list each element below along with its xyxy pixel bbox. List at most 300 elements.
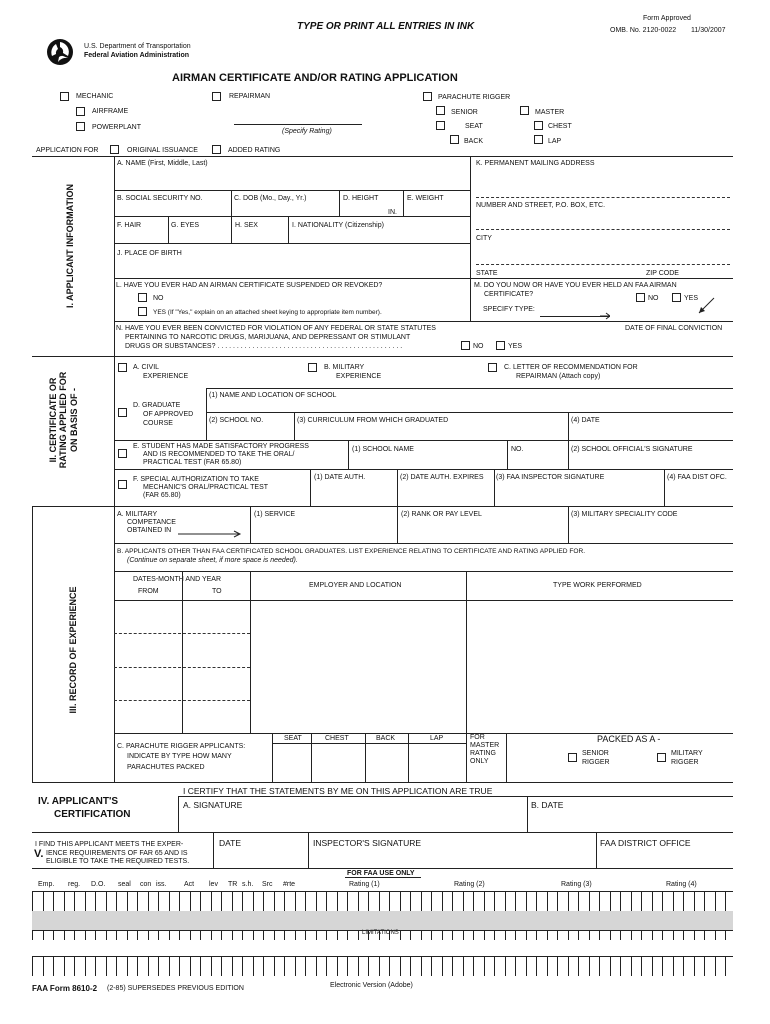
dot-seal-icon: [46, 38, 74, 66]
tick-divider: [610, 930, 611, 940]
section2-label-2: RATING APPLIED FOR: [58, 371, 69, 469]
tick-divider: [673, 891, 674, 911]
tick-divider: [526, 956, 527, 976]
tick-divider: [578, 930, 579, 940]
tick-divider: [106, 891, 107, 911]
faa-col-header: s.h.: [242, 881, 254, 888]
section4-label-1: IV. APPLICANT'S: [38, 796, 118, 807]
cert-date-field[interactable]: [531, 812, 731, 830]
tick-divider: [536, 930, 537, 940]
lap-label: LAP: [548, 138, 562, 145]
tick-divider: [725, 930, 726, 940]
rating3-label: Rating (3): [561, 881, 592, 888]
tick-divider: [64, 956, 65, 976]
tick-divider: [148, 930, 149, 940]
tick-divider: [232, 891, 233, 911]
rank-pay-label: (2) RANK OR PAY LEVEL: [401, 511, 482, 518]
tick-divider: [620, 930, 621, 940]
tick-divider: [526, 891, 527, 911]
parachute-rigger-label: PARACHUTE RIGGER: [438, 94, 511, 101]
tick-divider: [211, 956, 212, 976]
tick-divider: [116, 891, 117, 911]
tick-divider: [515, 956, 516, 976]
tick-divider: [431, 930, 432, 940]
tick-divider: [505, 891, 506, 911]
tick-divider: [263, 956, 264, 976]
held-cert-yes-label: YES: [684, 295, 699, 302]
for-master-3: RATING: [470, 750, 496, 757]
tick-divider: [200, 930, 201, 940]
letter-label-1: C. LETTER OF RECOMMENDATION FOR: [504, 364, 638, 371]
tick-divider: [442, 891, 443, 911]
section4-label-2: CERTIFICATION: [54, 809, 131, 820]
section2-label-1: II. CERTIFICATE OR: [48, 377, 58, 463]
repairman-checkbox[interactable]: [212, 92, 221, 101]
tick-divider: [242, 956, 243, 976]
tick-divider: [295, 891, 296, 911]
civil-experience-checkbox[interactable]: [118, 363, 127, 372]
added-rating-checkbox[interactable]: [212, 145, 221, 154]
service-label: (1) SERVICE: [254, 511, 296, 518]
tick-divider: [389, 891, 390, 911]
rating2-label: Rating (2): [454, 881, 485, 888]
grey-band: [32, 911, 733, 930]
faa-district-label: FAA DISTRICT OFFICE: [600, 838, 691, 848]
held-cert-yes-checkbox[interactable]: [672, 293, 681, 302]
from-header: FROM: [138, 588, 159, 595]
tick-divider: [484, 956, 485, 976]
military-label-1: B. MILITARY: [324, 364, 365, 371]
tick-divider: [578, 956, 579, 976]
tick-divider: [347, 891, 348, 911]
tick-divider: [274, 930, 275, 940]
convicted-no-label: NO: [473, 343, 484, 350]
military-label-2: EXPERIENCE: [336, 373, 382, 380]
tick-divider: [704, 956, 705, 976]
tick-divider: [53, 956, 54, 976]
tick-divider: [53, 930, 54, 940]
suspended-yes-checkbox[interactable]: [138, 307, 147, 316]
tick-divider: [326, 930, 327, 940]
tick-divider: [452, 891, 453, 911]
convicted-no-checkbox[interactable]: [461, 341, 470, 350]
tick-divider: [137, 956, 138, 976]
form-approved: Form Approved: [643, 15, 691, 22]
inspector-sig-label: INSPECTOR'S SIGNATURE: [313, 838, 422, 848]
tick-divider: [347, 956, 348, 976]
tick-divider: [295, 956, 296, 976]
mechanic-checkbox[interactable]: [60, 92, 69, 101]
faa-inspector-sig-label: (3) FAA INSPECTOR SIGNATURE: [496, 474, 605, 481]
military-experience-checkbox[interactable]: [308, 363, 317, 372]
student-checkbox[interactable]: [118, 449, 127, 458]
tick-divider: [725, 956, 726, 976]
date-auth-label: (1) DATE AUTH.: [314, 474, 366, 481]
powerplant-checkbox[interactable]: [76, 122, 85, 131]
tick-divider: [589, 891, 590, 911]
tick-divider: [74, 956, 75, 976]
section5-label: V.: [34, 848, 44, 860]
city-label: CITY: [476, 235, 492, 242]
tick-divider: [662, 956, 663, 976]
convicted-question-2: PERTAINING TO NARCOTIC DRUGS, MARIJUANA, AND DEPRESSANT OR STIMULANT: [125, 334, 411, 341]
state-label: STATE: [476, 270, 498, 277]
civil-label-2: EXPERIENCE: [143, 373, 189, 380]
tick-divider: [599, 956, 600, 976]
faa-col-header: iss.: [156, 881, 167, 888]
tick-divider: [253, 956, 254, 976]
tick-divider: [610, 891, 611, 911]
tick-divider: [494, 891, 495, 911]
specify-type-label: SPECIFY TYPE:: [483, 306, 535, 313]
tick-divider: [694, 930, 695, 940]
for-master-4: ONLY: [470, 758, 489, 765]
suspended-no-checkbox[interactable]: [138, 293, 147, 302]
tick-divider: [263, 930, 264, 940]
airframe-checkbox[interactable]: [76, 107, 85, 116]
tick-divider: [473, 891, 474, 911]
tick-divider: [295, 930, 296, 940]
arrow-right-icon: [600, 312, 610, 320]
tick-divider: [421, 930, 422, 940]
tick-divider: [358, 930, 359, 940]
lap-checkbox[interactable]: [534, 135, 543, 144]
sex-label: H. SEX: [235, 222, 258, 229]
curriculum-label: (3) CURRICULUM FROM WHICH GRADUATED: [297, 417, 449, 424]
electronic-version: Electronic Version (Adobe): [330, 982, 413, 989]
tick-divider: [683, 930, 684, 940]
form-title: AIRMAN CERTIFICATE AND/OR RATING APPLICATION: [172, 72, 458, 84]
tick-divider: [32, 891, 33, 911]
tick-divider: [662, 930, 663, 940]
school-official-sig-label: (2) SCHOOL OFFICIAL'S SIGNATURE: [571, 446, 693, 453]
tick-divider: [116, 956, 117, 976]
convicted-question-1: N. HAVE YOU EVER BEEN CONVICTED FOR VIOLATION OF ANY FEDERAL OR STATE STATUTES: [116, 325, 436, 332]
tick-divider: [211, 891, 212, 911]
tick-divider: [410, 891, 411, 911]
tick-divider: [641, 930, 642, 940]
tick-divider: [536, 891, 537, 911]
faa-col-header: reg.: [68, 881, 81, 888]
mil-competence-label-1: A. MILITARY: [117, 511, 158, 518]
type-print-notice: TYPE OR PRINT ALL ENTRIES IN INK: [297, 21, 475, 32]
tick-divider: [463, 891, 464, 911]
tick-divider: [137, 891, 138, 911]
tick-divider: [148, 891, 149, 911]
tick-divider: [221, 891, 222, 911]
tick-divider: [452, 930, 453, 940]
specify-rating-line[interactable]: [234, 124, 362, 125]
tick-divider: [494, 956, 495, 976]
senior-checkbox[interactable]: [436, 106, 445, 115]
special-auth-checkbox[interactable]: [118, 480, 127, 489]
tick-divider: [505, 930, 506, 940]
type-work-entries[interactable]: [467, 601, 732, 732]
tick-divider: [452, 956, 453, 976]
mechanic-label: MECHANIC: [76, 93, 114, 100]
tick-divider: [694, 956, 695, 976]
tick-divider: [725, 891, 726, 911]
suspended-question: L. HAVE YOU EVER HAD AN AIRMAN CERTIFICATE SUSPENDED OR REVOKED?: [116, 282, 383, 289]
for-master-1: FOR: [470, 734, 485, 741]
tick-divider: [473, 930, 474, 940]
student-no-label: NO.: [511, 446, 524, 453]
tick-divider: [347, 930, 348, 940]
tick-divider: [305, 956, 306, 976]
tick-divider: [179, 891, 180, 911]
tick-divider: [95, 891, 96, 911]
mil-competence-label-2: COMPETANCE: [127, 519, 176, 526]
master-label: MASTER: [535, 109, 565, 116]
tick-divider: [242, 891, 243, 911]
tick-divider: [662, 891, 663, 911]
tick-divider: [326, 891, 327, 911]
section3-label: III. RECORD OF EXPERIENCE: [68, 586, 78, 714]
tick-divider: [316, 930, 317, 940]
convicted-question-3: DRUGS OR SUBSTANCES? . . . . . . . . . . . . . . . . . . . . . . . . . . . . . . . . . . . . . . . . . . . . . . . .: [125, 343, 403, 350]
student-label-3: PRACTICAL TEST (FAR 65.80): [143, 459, 242, 466]
tick-divider: [305, 930, 306, 940]
tick-divider: [536, 956, 537, 976]
master-checkbox[interactable]: [520, 106, 529, 115]
powerplant-label: POWERPLANT: [92, 124, 142, 131]
tick-divider: [547, 956, 548, 976]
ssn-label: B. SOCIAL SECURITY NO.: [117, 195, 203, 202]
date-auth-expires-label: (2) DATE AUTH. EXPIRES: [400, 474, 484, 481]
grad-date-label: (4) DATE: [571, 417, 600, 424]
tick-divider: [169, 956, 170, 976]
tick-divider: [32, 956, 33, 976]
tick-divider: [368, 891, 369, 911]
tick-divider: [473, 956, 474, 976]
tick-divider: [358, 891, 359, 911]
experience-entries[interactable]: [115, 601, 465, 732]
repairman-label: REPAIRMAN: [229, 93, 271, 100]
tick-divider: [316, 891, 317, 911]
tick-divider: [137, 930, 138, 940]
original-issuance-label: ORIGINAL ISSUANCE: [127, 147, 198, 154]
graduate-label-1: D. GRADUATE: [133, 402, 181, 409]
tick-divider: [74, 930, 75, 940]
tick-divider: [127, 956, 128, 976]
tick-divider: [337, 956, 338, 976]
packed-senior-rigger: RIGGER: [582, 759, 610, 766]
tick-divider: [200, 891, 201, 911]
tick-divider: [694, 891, 695, 911]
name-field[interactable]: [115, 170, 469, 188]
packed-as-label: PACKED AS A -: [597, 734, 661, 744]
rigger-seat-header: SEAT: [284, 735, 302, 742]
tick-divider: [547, 891, 548, 911]
cert-date-label: B. DATE: [531, 800, 564, 810]
school-no-label: (2) SCHOOL NO.: [209, 417, 264, 424]
tick-divider: [158, 930, 159, 940]
tick-divider: [64, 930, 65, 940]
arrow-right-icon: [178, 530, 242, 538]
tick-divider: [515, 891, 516, 911]
tick-divider: [557, 930, 558, 940]
held-cert-question-1: M. DO YOU NOW OR HAVE YOU EVER HELD AN FAA AIRMAN: [474, 282, 677, 289]
tick-divider: [53, 891, 54, 911]
section1-label: I. APPLICANT INFORMATION: [65, 184, 75, 308]
tick-divider: [631, 930, 632, 940]
signature-field[interactable]: [183, 812, 523, 830]
tick-divider: [284, 930, 285, 940]
tick-divider: [158, 956, 159, 976]
tick-divider: [421, 891, 422, 911]
nationality-label: I. NATIONALITY (Citizenship): [292, 222, 384, 229]
tick-divider: [263, 891, 264, 911]
parachute-rigger-checkbox[interactable]: [423, 92, 432, 101]
chest-checkbox[interactable]: [534, 121, 543, 130]
for-master-2: MASTER: [470, 742, 500, 749]
tick-divider: [179, 956, 180, 976]
back-label: BACK: [464, 138, 484, 145]
tick-divider: [179, 930, 180, 940]
packed-senior-label: SENIOR: [582, 750, 609, 757]
tick-divider: [274, 956, 275, 976]
tick-divider: [652, 956, 653, 976]
rigger-lap-header: LAP: [430, 735, 444, 742]
section2-label-3: ON BASIS OF -: [68, 388, 79, 453]
tick-divider: [190, 930, 191, 940]
tick-divider: [253, 930, 254, 940]
faa-col-header: seal: [118, 881, 131, 888]
tick-divider: [127, 891, 128, 911]
tick-divider: [64, 891, 65, 911]
tick-divider: [568, 891, 569, 911]
omb-number: OMB. No. 2120-0022: [610, 27, 677, 34]
tick-divider: [358, 956, 359, 976]
mil-specialty-label: (3) MILITARY SPECIALITY CODE: [571, 511, 678, 518]
tick-divider: [683, 956, 684, 976]
tick-divider: [526, 930, 527, 940]
tick-divider: [631, 891, 632, 911]
arrow-down-left-icon: [696, 296, 716, 316]
tick-divider: [673, 930, 674, 940]
tick-divider: [85, 930, 86, 940]
tick-divider: [400, 956, 401, 976]
faa-col-header: TR: [228, 881, 238, 888]
form-number: FAA Form 8610-2: [32, 984, 98, 993]
tick-divider: [484, 930, 485, 940]
tick-divider: [190, 956, 191, 976]
tick-divider: [116, 930, 117, 940]
tick-divider: [431, 956, 432, 976]
tick-divider: [43, 930, 44, 940]
convicted-yes-label: YES: [508, 343, 523, 350]
seat-checkbox[interactable]: [436, 121, 445, 130]
tick-divider: [505, 956, 506, 976]
experience-instructions-2: (Continue on separate sheet, if more space is needed).: [127, 557, 298, 564]
student-label-2: AND IS RECOMMENDED TO TAKE THE ORAL/: [143, 451, 295, 458]
weight-label: E. WEIGHT: [407, 195, 444, 202]
tick-divider: [484, 891, 485, 911]
graduate-checkbox[interactable]: [118, 408, 127, 417]
tick-divider: [85, 956, 86, 976]
tick-divider: [284, 956, 285, 976]
parachute-instr-1: C. PARACHUTE RIGGER APPLICANTS:: [117, 743, 246, 750]
tick-divider: [379, 891, 380, 911]
eyes-label: G. EYES: [171, 222, 200, 229]
seat-label: SEAT: [465, 123, 483, 130]
tick-divider: [704, 930, 705, 940]
tick-divider: [599, 891, 600, 911]
tick-divider: [221, 930, 222, 940]
number-street-label: NUMBER AND STREET, P.O. BOX, ETC.: [476, 202, 606, 209]
chest-label: CHEST: [548, 123, 572, 130]
tick-divider: [547, 930, 548, 940]
tick-divider: [106, 956, 107, 976]
tick-divider: [337, 930, 338, 940]
rigger-back-header: BACK: [376, 735, 396, 742]
tick-divider: [599, 930, 600, 940]
employer-header: EMPLOYER AND LOCATION: [309, 582, 402, 589]
tick-divider: [85, 891, 86, 911]
tick-divider: [190, 891, 191, 911]
parachute-instr-2: INDICATE BY TYPE HOW MANY: [127, 753, 232, 760]
packed-military-checkbox[interactable]: [657, 753, 666, 762]
tick-divider: [379, 956, 380, 976]
letter-recommendation-checkbox[interactable]: [488, 363, 497, 372]
tick-divider: [715, 930, 716, 940]
added-rating-label: ADDED RATING: [228, 147, 281, 154]
faa-use-title: FOR FAA USE ONLY: [347, 870, 415, 877]
held-cert-no-label: NO: [648, 295, 659, 302]
signature-label: A. SIGNATURE: [183, 800, 243, 810]
zip-label: ZIP CODE: [646, 270, 679, 277]
faa-col-header: Act: [184, 881, 195, 888]
civil-label-1: A. CIVIL: [133, 364, 160, 371]
faa-col-header: Emp.: [38, 881, 55, 888]
tick-divider: [158, 891, 159, 911]
student-label-1: E. STUDENT HAS MADE SATISFACTORY PROGRESS: [133, 443, 309, 450]
special-auth-label-2: MECHANIC'S ORAL/PRACTICAL TEST: [143, 484, 269, 491]
tick-divider: [557, 956, 558, 976]
back-checkbox[interactable]: [450, 135, 459, 144]
limitations-label: LIMITATIONS: [362, 930, 399, 936]
tick-divider: [715, 891, 716, 911]
tick-divider: [400, 891, 401, 911]
section5-text-3: ELIGIBLE TO TAKE THE REQUIRED TESTS.: [46, 858, 190, 865]
original-issuance-checkbox[interactable]: [110, 145, 119, 154]
dob-label: C. DOB (Mo., Day., Yr.): [234, 195, 307, 202]
tick-divider: [673, 956, 674, 976]
tick-divider: [169, 930, 170, 940]
packed-military-label: MILITARY: [671, 750, 703, 757]
pob-label: J. PLACE OF BIRTH: [117, 250, 182, 257]
height-in: IN.: [388, 209, 397, 216]
tick-divider: [652, 891, 653, 911]
tick-divider: [620, 956, 621, 976]
tick-divider: [95, 930, 96, 940]
tick-divider: [242, 930, 243, 940]
special-auth-label-1: F. SPECIAL AUTHORIZATION TO TAKE: [133, 476, 259, 483]
convicted-yes-checkbox[interactable]: [496, 341, 505, 350]
tick-divider: [284, 891, 285, 911]
name-label: A. NAME (First, Middle, Last): [117, 160, 208, 167]
packed-military-rigger: RIGGER: [671, 759, 699, 766]
type-work-header: TYPE WORK PERFORMED: [553, 582, 642, 589]
packed-senior-checkbox[interactable]: [568, 753, 577, 762]
tick-divider: [463, 956, 464, 976]
final-conviction-label: DATE OF FINAL CONVICTION: [625, 325, 723, 332]
tick-divider: [589, 956, 590, 976]
airframe-label: AIRFRAME: [92, 108, 129, 115]
suspended-yes-label: YES (If "Yes," explain on an attached sheet keying to appropriate item number).: [153, 309, 382, 316]
held-cert-no-checkbox[interactable]: [636, 293, 645, 302]
hair-label: F. HAIR: [117, 222, 142, 229]
